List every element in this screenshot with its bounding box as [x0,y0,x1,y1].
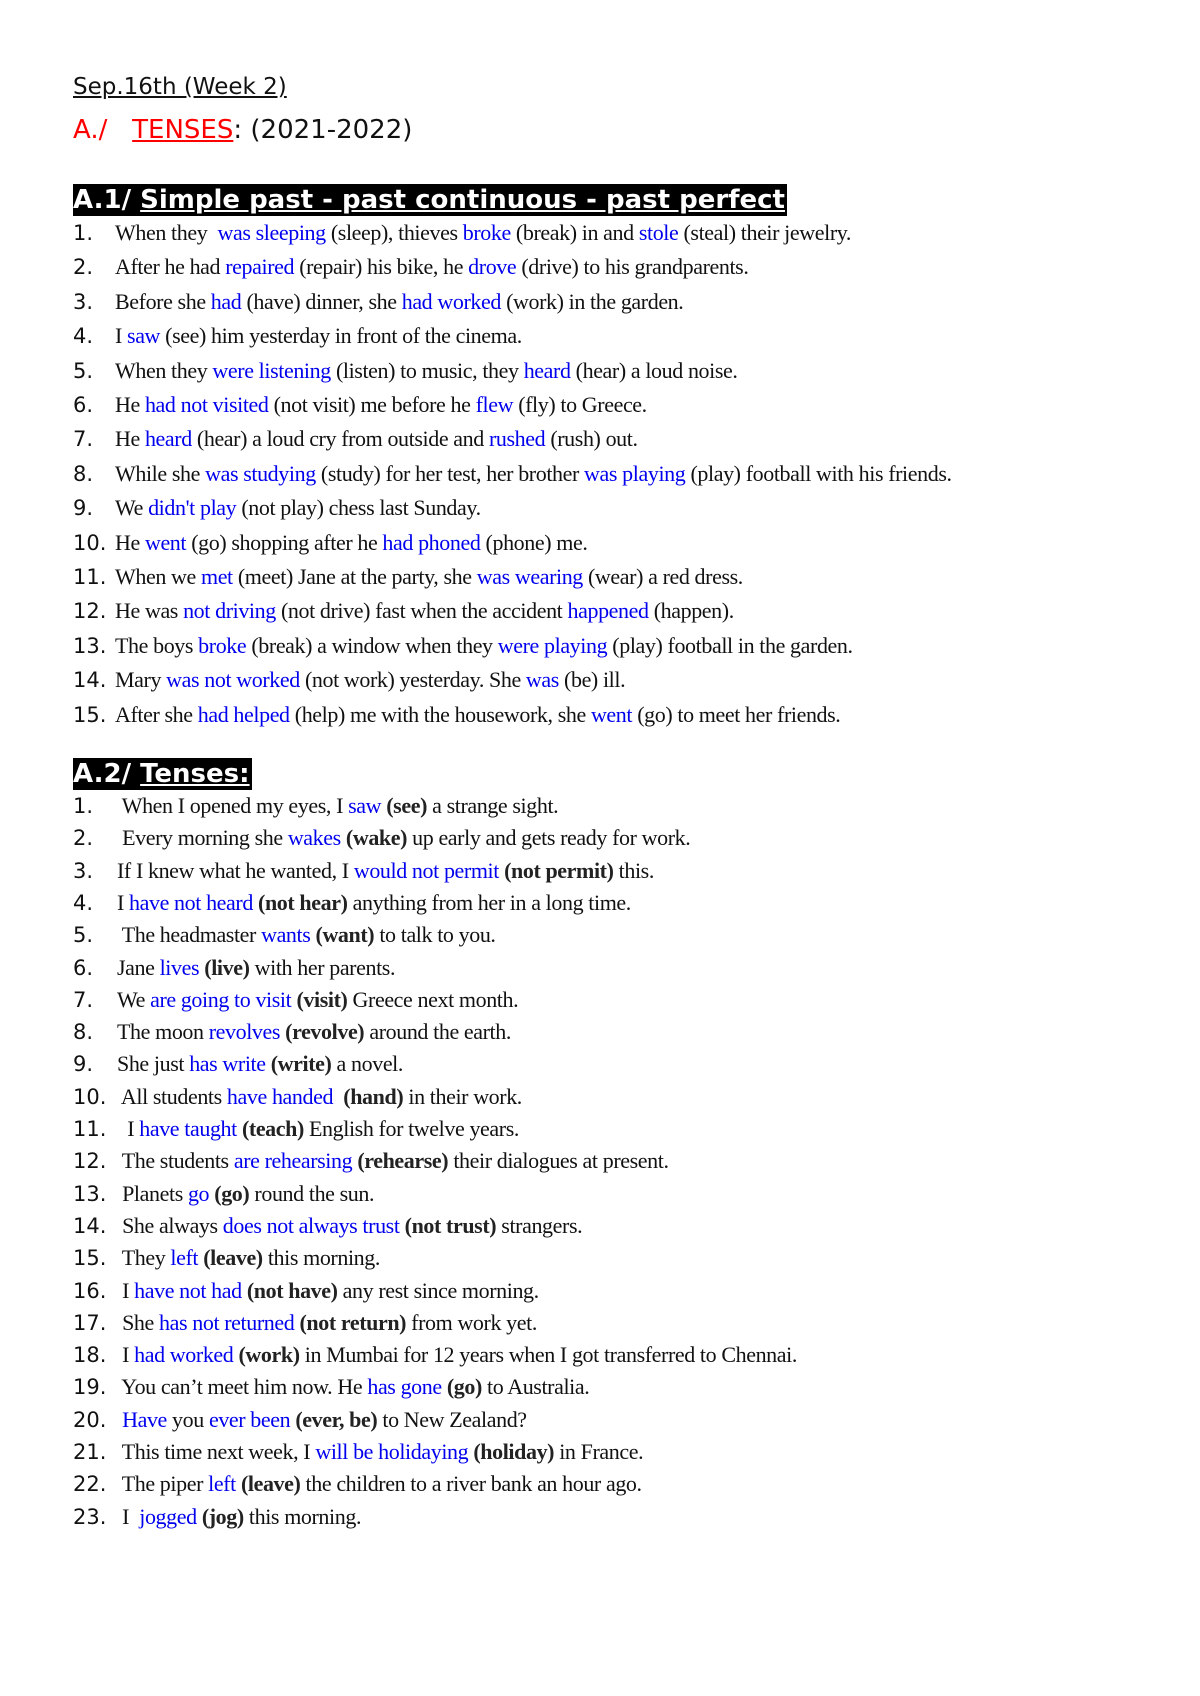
answer-text: had helped [197,701,290,727]
exercise-item [73,1404,1133,1436]
item-number: 9. [73,496,94,521]
answer-text: lives [159,954,200,980]
answer-text: didn't play [148,495,237,521]
sentence-text: (go) shopping after he [186,529,383,555]
sentence-text: Greece next month. [347,986,519,1012]
exercise-item [73,1048,1133,1080]
exercise-item [73,1371,1133,1403]
verb-hint: (visit) [296,986,348,1012]
sentence-text: I [117,1342,135,1368]
sentence-text: with her parents. [249,954,396,980]
sentence-text: They [117,1245,171,1271]
item-number: 21. [73,1440,107,1465]
verb-hint: (not return) [299,1309,407,1335]
sentence-text: If I knew what he wanted, I [117,857,354,883]
sentence-text: to Australia. [481,1374,590,1400]
sentence-text: around the earth. [364,1019,511,1045]
answer-text: was playing [584,460,686,486]
main-title [73,110,1133,150]
sentence-text: in Mumbai for 12 years when I got transferred to Chennai. [299,1342,797,1368]
answer-text: had not visited [144,392,269,418]
answer-text: have handed [226,1083,334,1109]
verb-hint: (teach) [241,1116,304,1142]
item-number: 1. [73,221,94,245]
sentence-text: in their work. [403,1083,522,1109]
answer-text: wants [261,922,311,948]
answer-text: saw [348,793,382,819]
sentence-text: (happen). [648,598,734,624]
sentence-text: The piper [117,1471,209,1497]
section-2-title: Tenses: [140,759,250,790]
answer-text: went [590,701,633,727]
item-number: 18. [73,1343,107,1368]
sentence-text: their dialogues at present. [448,1148,669,1174]
sentence-text: the children to a river bank an hour ago. [300,1471,642,1497]
verb-hint: (ever, be) [295,1406,378,1432]
sentence-text: All students [117,1083,227,1109]
exercise-item [73,1275,1133,1307]
answer-text: Have [122,1406,167,1432]
sentence-text: Every morning she [117,825,288,851]
item-number: 3. [73,289,94,314]
sentence-text: to New Zealand? [377,1406,527,1432]
verb-hint: (not hear) [258,889,348,915]
answer-text: were playing [497,632,608,658]
verb-hint: (not have) [246,1277,338,1303]
sentence-text: a strange sight. [427,793,559,819]
exercise-item [73,216,1133,250]
exercise-item [73,457,1133,491]
sentence-text: The headmaster [117,922,262,948]
answer-text: flew [475,392,514,418]
section-2-heading [73,758,252,790]
answer-text: go [187,1180,210,1206]
item-number: 4. [73,890,94,915]
sentence-text: He [115,426,145,452]
sentence-text: (not work) yesterday. She [299,667,526,693]
item-number: 20. [73,1407,107,1432]
sentence-text: I [117,889,130,915]
sentence-text: (hear) a loud cry from outside and [191,426,489,452]
item-number: 5. [73,923,94,948]
answer-text: had phoned [382,529,481,555]
sentence-text: Before she [115,288,211,314]
exercise-item [73,1436,1133,1468]
answer-text: would not permit [353,857,499,883]
verb-hint: (hand) [343,1083,404,1109]
sentence-text: While she [115,460,206,486]
sentence-text: (repair) his bike, he [294,254,469,280]
answer-text: has write [189,1051,266,1077]
sentence-text: (play) football in the garden. [607,632,853,658]
sentence-text: anything from her in a long time. [347,889,631,915]
exercise-item [73,285,1133,319]
verb-hint: (leave) [240,1471,301,1497]
item-number: 8. [73,1020,94,1045]
item-number: 2. [73,826,94,851]
verb-hint: (leave) [203,1245,263,1271]
item-number: 2. [73,255,94,280]
verb-hint: (wake) [345,825,408,851]
sentence-text: When we [115,564,201,590]
sentence-text: After he had [115,254,226,280]
section-2-list [73,790,1133,1533]
sentence-text: (wear) a red dress. [582,564,743,590]
sentence-text: (fly) to Greece. [513,392,647,418]
exercise-item [73,887,1133,919]
sentence-text: Mary [115,667,167,693]
answer-text: ever been [208,1406,291,1432]
answer-text: heard [523,357,571,383]
exercise-item [73,822,1133,854]
answer-text: jogged [139,1503,197,1529]
item-number: 12. [73,1149,107,1174]
sentence-text: round the sun. [249,1180,375,1206]
sentence-text: (go) to meet her friends. [632,701,841,727]
answer-text: rushed [488,426,546,452]
answer-text: had worked [134,1342,234,1368]
answer-text: was [525,667,559,693]
item-number: 14. [73,1213,107,1238]
exercise-item [73,388,1133,422]
sentence-text: (rush) out. [545,426,638,452]
sentence-text: I [117,1503,140,1529]
item-number: 14. [73,668,107,693]
verb-hint: (work) [238,1342,300,1368]
sentence-text: She always [117,1212,223,1238]
exercise-item [73,1468,1133,1500]
sentence-text: (steal) their jewelry. [678,220,852,245]
answer-text: heard [144,426,192,452]
answer-text: have not heard [129,889,253,915]
exercise-item [73,1113,1133,1145]
sentence-text: I [117,1277,135,1303]
exercise-item [73,663,1133,697]
sentence-text: I [117,1116,140,1142]
section-1-list [73,216,1133,732]
sentence-text: any rest since morning. [337,1277,539,1303]
sentence-text: After she [115,701,198,727]
verb-hint: (not trust) [404,1212,497,1238]
exercise-item [73,491,1133,525]
sentence-text: (drive) to his grandparents. [516,254,749,280]
sentence-text: up early and gets ready for work. [407,825,691,851]
exercise-item [73,629,1133,663]
verb-hint: (holiday) [473,1439,555,1465]
item-number: 23. [73,1504,107,1529]
title-suffix: : (2021-2022) [233,115,413,145]
section-2 [73,758,1133,1533]
item-number: 15. [73,702,107,727]
item-number: 8. [73,461,94,486]
sentence-text: When they [115,220,218,245]
verb-hint: (revolve) [285,1019,365,1045]
exercise-item [73,1081,1133,1113]
sentence-text: The students [117,1148,234,1174]
answer-text: does not always trust [222,1212,400,1238]
sentence-text: strangers. [496,1212,583,1238]
exercise-item [73,1145,1133,1177]
exercise-item [73,319,1133,353]
answer-text: broke [198,632,247,658]
sentence-text: You can’t meet him now. He [117,1374,368,1400]
sentence-text: (study) for her test, her brother [315,460,585,486]
sentence-text: (phone) me. [480,529,588,555]
exercise-item [73,594,1133,628]
sentence-text: (work) in the garden. [500,288,684,314]
verb-hint: (see) [386,793,427,819]
sentence-text: (not drive) fast when the accident [275,598,568,624]
sentence-text: (see) him yesterday in front of the cinema. [160,323,522,349]
sentence-text: (not play) chess last Sunday. [236,495,481,521]
exercise-item [73,250,1133,284]
answer-text: happened [567,598,649,624]
exercise-item [73,790,1133,822]
exercise-item [73,919,1133,951]
section-2-prefix: A.2/ [73,759,141,790]
sentence-text: Planets [117,1180,188,1206]
answer-text: has gone [367,1374,442,1400]
answer-text: not driving [183,598,276,624]
sentence-text: She [117,1309,160,1335]
item-number: 13. [73,633,107,658]
answer-text: had [210,288,242,314]
sentence-text: from work yet. [406,1309,537,1335]
title-main: TENSES [132,115,234,145]
answer-text: will be holidaying [315,1439,469,1465]
answer-text: has not returned [159,1309,295,1335]
item-number: 4. [73,324,94,349]
exercise-item [73,422,1133,456]
section-1-heading [73,184,787,216]
sentence-text: in France. [554,1439,644,1465]
answer-text: was sleeping [217,220,326,245]
sentence-text: English for twelve years. [303,1116,519,1142]
item-number: 10. [73,530,107,555]
answer-text: left [170,1245,199,1271]
exercise-item [73,1178,1133,1210]
answer-text: drove [468,254,517,280]
sentence-text [333,1084,343,1109]
sentence-text: (break) in and [510,220,639,245]
item-number: 16. [73,1278,107,1303]
verb-hint: (want) [315,922,375,948]
item-number: 15. [73,1246,107,1271]
sentence-text: He [115,392,145,418]
sentence-text: (hear) a loud noise. [570,357,738,383]
answer-text: was not worked [166,667,300,693]
sentence-text: When I opened my eyes, I [117,793,349,819]
sentence-text: Jane [117,954,160,980]
exercise-item [73,1307,1133,1339]
exercise-item [73,1501,1133,1533]
sentence-text: (listen) to music, they [330,357,524,383]
exercise-item [73,560,1133,594]
answer-text: wakes [287,825,341,851]
answer-text: left [208,1471,236,1497]
exercise-item [73,984,1133,1016]
item-number: 10. [73,1084,107,1109]
sentence-text: (play) football with his friends. [685,460,952,486]
item-number: 6. [73,955,94,980]
exercise-item [73,698,1133,732]
item-number: 22. [73,1472,107,1497]
answer-text: broke [462,220,511,245]
verb-hint: (go) [446,1374,482,1400]
exercise-item [73,855,1133,887]
verb-hint: (go) [214,1180,250,1206]
verb-hint: (jog) [201,1503,244,1529]
verb-hint: (not permit) [504,857,614,883]
sentence-text: We [117,986,151,1012]
sentence-text: this morning. [243,1503,362,1529]
item-number: 12. [73,599,107,624]
item-number: 11. [73,1117,107,1142]
item-number: 17. [73,1310,107,1335]
answer-text: revolves [208,1019,281,1045]
sentence-text: this morning. [262,1245,380,1271]
item-number: 13. [73,1181,107,1206]
item-number: 7. [73,987,94,1012]
answer-text: was studying [205,460,316,486]
sentence-text: to talk to you. [374,922,496,948]
verb-hint: (rehearse) [357,1148,449,1174]
sentence-text: (break) a window when they [246,632,498,658]
sentence-text: This time next week, I [117,1439,316,1465]
exercise-item [73,1242,1133,1274]
item-number: 6. [73,393,94,418]
document-page [73,70,1133,1533]
exercise-item [73,354,1133,388]
answer-text: went [144,529,187,555]
answer-text: have taught [139,1116,237,1142]
item-number: 9. [73,1052,94,1077]
item-number: 11. [73,565,107,590]
sentence-text: When they [115,357,213,383]
answer-text: had worked [401,288,501,314]
sentence-text: (have) dinner, she [241,288,402,314]
exercise-item [73,526,1133,560]
exercise-item [73,952,1133,984]
exercise-item [73,1339,1133,1371]
answer-text: repaired [225,254,295,280]
sentence-text: She just [117,1051,190,1077]
section-1-prefix: A.1/ [73,185,141,215]
answer-text: saw [127,323,161,349]
sentence-text: (meet) Jane at the party, she [232,564,477,590]
exercise-item [73,1210,1133,1242]
section-1-title: Simple past - past continuous - past perfect [140,185,785,215]
item-number: 7. [73,427,94,452]
sentence-text: He was [115,598,184,624]
exercise-item [73,1016,1133,1048]
item-number: 3. [73,858,94,883]
verb-hint: (live) [204,954,250,980]
item-number: 5. [73,358,94,383]
sentence-text: We [115,495,149,521]
sentence-text: (help) me with the housework, she [289,701,591,727]
answer-text: stole [638,220,679,245]
answer-text: met [200,564,233,590]
answer-text: were listening [212,357,331,383]
sentence-text: The moon [117,1019,209,1045]
item-number: 19. [73,1375,107,1400]
answer-text: was wearing [476,564,583,590]
answer-text: are rehearsing [233,1148,353,1174]
sentence-text: a novel. [331,1051,403,1077]
date-heading: Sep.16th (Week 2) [73,74,287,100]
sentence-text: you [166,1406,209,1432]
verb-hint: (write) [270,1051,332,1077]
sentence-text: (be) ill. [558,667,626,693]
answer-text: have not had [134,1277,242,1303]
sentence-text: this. [613,857,654,883]
item-number: 1. [73,794,94,819]
sentence-text: (not visit) me before he [268,392,476,418]
sentence-text: He [115,529,145,555]
sentence-text: (sleep), thieves [325,220,463,245]
title-prefix: A./ [73,115,108,145]
section-1 [73,184,1133,732]
sentence-text: The boys [115,632,199,658]
sentence-text: I [115,323,128,349]
answer-text: are going to visit [150,986,292,1012]
